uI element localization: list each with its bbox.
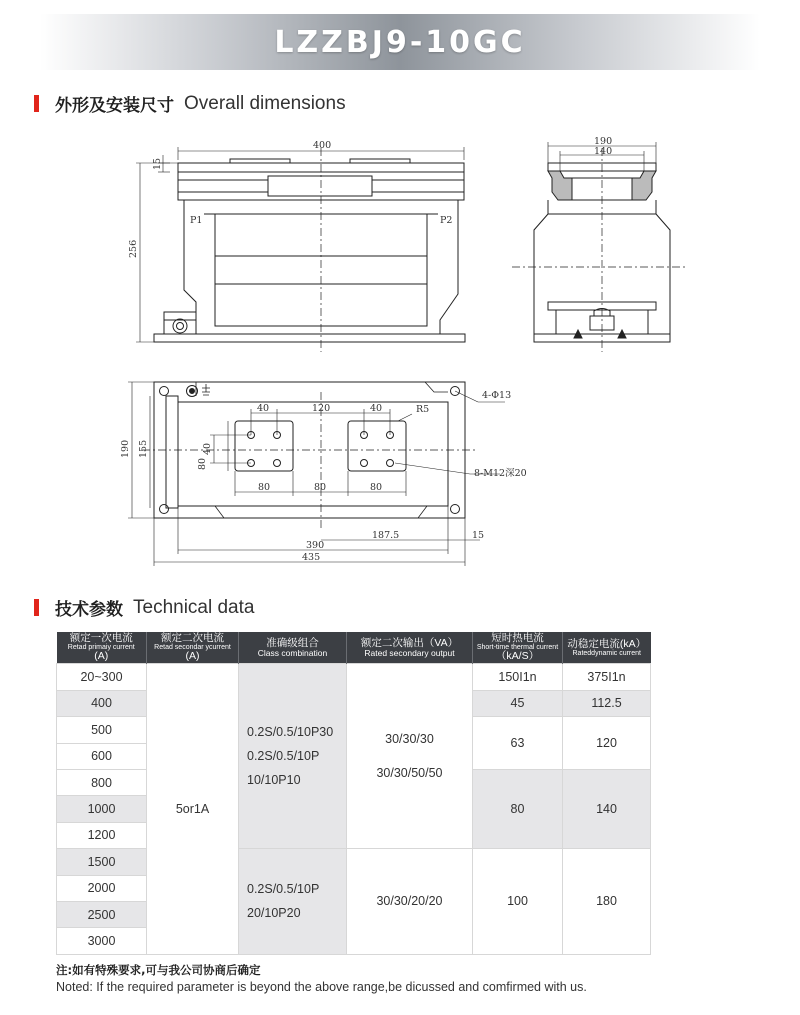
cell-dynamic: 375I1n <box>563 664 651 690</box>
header-thermal-current: 短时热电流 Short-time thermal current （kA/S） <box>473 632 563 664</box>
cell-dynamic: 180 <box>563 849 651 955</box>
dim-190-side: 190 <box>594 136 613 147</box>
cell-output-b: 30/30/20/20 <box>347 849 473 955</box>
section-technical-en: Technical data <box>133 596 255 618</box>
section-technical-cn: 技术参数 <box>55 600 123 620</box>
header-class-combination: 准确级组合 Class combination <box>239 632 347 664</box>
cell-primary: 1000 <box>57 796 147 822</box>
cell-primary: 3000 <box>57 928 147 954</box>
cell-thermal: 150I1n <box>473 664 563 690</box>
cell-secondary-current: 5or1A <box>147 664 239 954</box>
header-secondary-output: 额定二次输出（VA） Rated secondary output <box>347 632 473 664</box>
cell-primary: 600 <box>57 743 147 769</box>
dim-435: 435 <box>302 552 321 563</box>
dim-40-left: 40 <box>257 403 270 414</box>
cell-primary: 20~300 <box>57 664 147 690</box>
section-dimensions-heading <box>34 91 346 116</box>
label-p1: P1 <box>190 215 203 226</box>
dim-190: 190 <box>120 439 131 458</box>
section-marker <box>34 95 39 112</box>
table-row <box>57 664 651 690</box>
cell-primary: 1200 <box>57 822 147 848</box>
dim-80-a: 80 <box>258 482 271 493</box>
cell-primary: 2000 <box>57 875 147 901</box>
section-dimensions-cn: 外形及安装尺寸 <box>55 96 174 116</box>
header-primary-current: 额定一次电流 Retad primaiy current (A) <box>57 632 147 664</box>
section-technical-heading <box>34 595 254 620</box>
dim-400: 400 <box>313 140 332 151</box>
dim-r5: R5 <box>416 404 430 415</box>
cell-primary: 1500 <box>57 849 147 875</box>
cell-thermal: 45 <box>473 690 563 716</box>
dim-40-vertical: 40 <box>202 442 213 455</box>
header-secondary-current: 额定二次电流 Retad secondar ycurrent (A) <box>147 632 239 664</box>
dim-120: 120 <box>312 403 331 414</box>
dim-holes: 4-Φ13 <box>482 390 512 401</box>
cell-output-a: 30/30/30 30/30/50/50 <box>347 664 473 849</box>
dim-256: 256 <box>128 239 139 258</box>
dim-140-side: 140 <box>594 146 613 157</box>
table-row <box>57 849 651 875</box>
dim-187-5: 187.5 <box>372 530 400 541</box>
dim-m12: 8-M12深20 <box>474 468 527 479</box>
label-p2: P2 <box>440 215 453 226</box>
section-marker <box>34 599 39 616</box>
cell-class-a: 0.2S/0.5/10P30 0.2S/0.5/10P 10/10P10 <box>239 664 347 849</box>
footnote-en: Noted: If the required parameter is beyond the above range,be dicussed and comfirmed with us. <box>56 980 587 994</box>
technical-data-table <box>56 632 651 955</box>
cell-thermal: 63 <box>473 717 563 770</box>
header-dynamic-current: 动稳定电流(kA） Rateddynamic current <box>563 632 651 664</box>
dim-390: 390 <box>306 540 325 551</box>
cell-primary: 2500 <box>57 901 147 927</box>
cell-dynamic: 120 <box>563 717 651 770</box>
cell-primary: 800 <box>57 769 147 795</box>
title-banner <box>40 14 760 70</box>
cell-primary: 500 <box>57 717 147 743</box>
cell-dynamic: 140 <box>563 769 651 848</box>
cell-thermal: 100 <box>473 849 563 955</box>
cell-dynamic: 112.5 <box>563 690 651 716</box>
dim-15: 15 <box>472 530 485 541</box>
side-view <box>512 142 686 352</box>
product-title: LZZBJ9-10GC <box>274 24 526 60</box>
dim-80-vertical: 80 <box>197 457 208 470</box>
dim-80-b: 80 <box>314 482 327 493</box>
footnote <box>56 962 756 994</box>
table-header-row <box>57 632 651 664</box>
dimension-drawing <box>0 130 800 580</box>
front-view <box>136 147 465 352</box>
dim-155: 155 <box>138 439 149 458</box>
dim-40-right: 40 <box>370 403 383 414</box>
section-dimensions-en: Overall dimensions <box>184 92 346 114</box>
dim-15-vertical: 15 <box>152 157 163 170</box>
cell-primary: 400 <box>57 690 147 716</box>
footnote-cn: 注:如有特殊要求,可与我公司协商后确定 <box>56 963 261 977</box>
cell-thermal: 80 <box>473 769 563 848</box>
dim-80-c: 80 <box>370 482 383 493</box>
cell-class-b: 0.2S/0.5/10P 20/10P20 <box>239 849 347 955</box>
